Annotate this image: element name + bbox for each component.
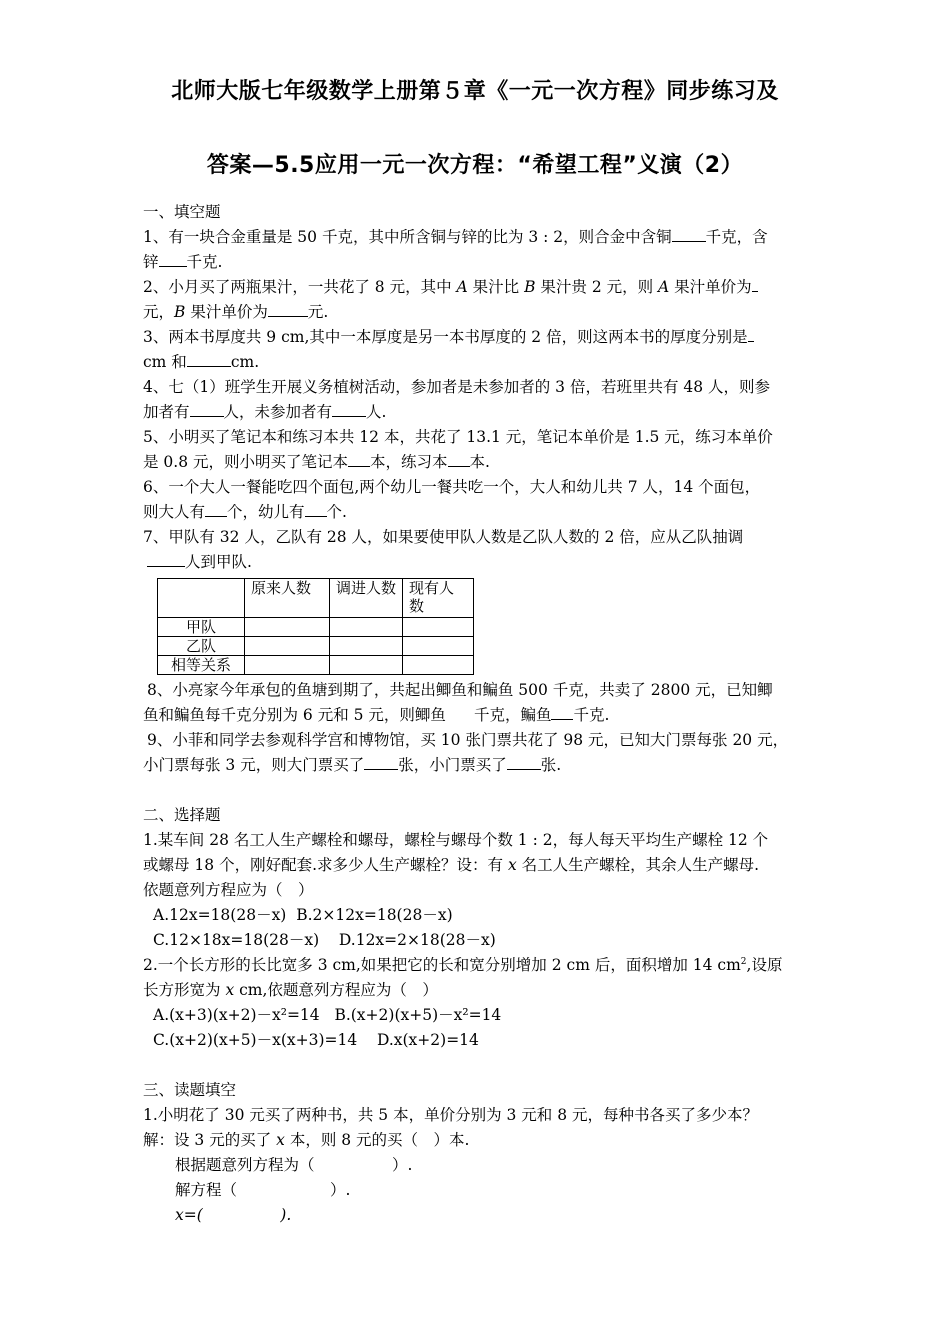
question-1-3: 3、两本书厚度共 9 cm,其中一本厚度是另一本书厚度的 2 倍，则这两本书的厚度分别是 cm 和 cm. xyxy=(143,325,823,375)
title-line-1: 北师大版七年级数学上册第５章《一元一次方程》同步练习及 xyxy=(171,79,779,104)
answer-blank[interactable] xyxy=(364,753,398,770)
table-cell[interactable] xyxy=(245,656,330,675)
table-cell[interactable] xyxy=(330,618,403,637)
table-header: 原来人数 xyxy=(245,579,330,618)
answer-blank[interactable] xyxy=(551,703,573,720)
question-1-7: 7、甲队有 32 人，乙队有 28 人，如果要使甲队人数是乙队人数的 2 倍，应从乙队抽调 人到甲队. xyxy=(143,528,744,571)
answer-blank[interactable] xyxy=(752,275,758,292)
option-d[interactable]: D.x(x+2)=14 xyxy=(376,1031,479,1049)
table-cell[interactable] xyxy=(245,618,330,637)
option-a[interactable]: A.(x+3)(x+2)－x²=14 xyxy=(153,1006,320,1024)
option-d[interactable]: D.12x=2×18(28－x) xyxy=(338,931,496,949)
answer-blank[interactable] xyxy=(507,753,541,770)
option-a[interactable]: A.12x=18(28－x) xyxy=(153,906,287,924)
question-2-1: 1.某车间 28 名工人生产螺栓和螺母，螺栓与螺母个数 1 : 2，每人每天平均生产螺栓 12 个 或螺母 18 个，刚好配套.求多少人生产螺栓？设：有 x 名工人生产螺栓，其余人生产螺母. 依题意列方程应为（ ） A.12x=18(28－x) B.2×12x=18(28－x) C.12×18x=18(28－x) D.12x=2×18(28－x) xyxy=(143,831,769,949)
worksheet-body xyxy=(143,200,823,1228)
table-row-label: 乙队 xyxy=(158,637,245,656)
answer-blank[interactable] xyxy=(187,350,231,367)
option-c[interactable]: C.(x+2)(x+5)－x(x+3)=14 xyxy=(153,1031,358,1049)
option-c[interactable]: C.12×18x=18(28－x) xyxy=(153,931,320,949)
answer-blank[interactable] xyxy=(348,450,370,467)
option-b[interactable]: B.(x+2)(x+5)－x²=14 xyxy=(334,1006,502,1024)
answer-blank[interactable] xyxy=(305,500,327,517)
table-cell[interactable] xyxy=(403,618,474,637)
table-cell[interactable] xyxy=(330,656,403,675)
answer-blank[interactable] xyxy=(748,325,754,342)
question-1-9: 9、小菲和同学去参观科学宫和博物馆，买 10 张门票共花了 98 元，已知大门票每张 20 元， 小门票每张 3 元，则大门票买了 张，小门票买了 张. xyxy=(143,731,789,774)
answer-blank[interactable] xyxy=(448,450,470,467)
table-row-label: 甲队 xyxy=(158,618,245,637)
question-1-2: 2、小月买了两瓶果汁，一共花了 8 元，其中 A 果汁比 B 果汁贵 2 元，则 A 果汁单价为 元，B 果汁单价为 元. xyxy=(143,275,823,325)
section-3-heading: 三、读题填空 xyxy=(143,1081,237,1099)
question-1-6: 6、一个大人一餐能吃四个面包,两个幼儿一餐共吃一个，大人和幼儿共 7 人，14 个面包， 则大人有 个，幼儿有 个. xyxy=(143,478,761,521)
answer-blank[interactable] xyxy=(190,400,224,417)
table-cell[interactable] xyxy=(330,637,403,656)
table-header xyxy=(158,579,245,618)
title-line-2: 答案—5.5应用一元一次方程：“希望工程”义演（2） xyxy=(206,153,744,178)
question-1-8: 8、小亮家今年承包的鱼塘到期了，共起出鲫鱼和鳊鱼 500 千克，共卖了 2800 元，已知鲫 鱼和鳊鱼每千克分别为 6 元和 5 元，则鲫鱼 千克，鳊鱼 千克. xyxy=(143,681,773,724)
question-3-1: 1.小明花了 30 元买了两种书，共 5 本，单价分别为 3 元和 8 元，每种书各买了多少本？ 解：设 3 元的买了 x 本，则 8 元的买（ ）本. 根据题意列方程为（ ）. 解方程（ ）. x=( ). xyxy=(143,1106,759,1224)
question-1-1: 1、有一块合金重量是 50 千克，其中所含铜与锌的比为 3 : 2，则合金中含铜 千克，含 锌 千克. xyxy=(143,225,823,275)
table-cell[interactable] xyxy=(403,637,474,656)
table-header: 调进人数 xyxy=(330,579,403,618)
section-1-heading: 一、填空题 xyxy=(143,203,221,221)
question-2-2: 2.一个长方形的长比宽多 3 cm,如果把它的长和宽分别增加 2 cm 后，面积增加 14 $cm^2$,设原 长方形宽为 x cm,依题意列方程应为（ ） A.(x+3)(x+2)－x²=14 B.(x+2)(x+5)－x²=14 C.(x+2)(x+5)－x(x+3)=14 D.x(x+2)=14 xyxy=(143,956,783,1049)
answer-blank[interactable] xyxy=(672,225,706,242)
table-cell[interactable] xyxy=(403,656,474,675)
table-row-label: 相等关系 xyxy=(158,656,245,675)
answer-blank[interactable] xyxy=(332,400,366,417)
table-header: 现有人数 xyxy=(403,579,474,618)
answer-blank[interactable] xyxy=(268,300,308,317)
question-1-5: 5、小明买了笔记本和练习本共 12 本，共花了 13.1 元，笔记本单价是 1.5 元，练习本单价 是 0.8 元，则小明买了笔记本 本，练习本 本. xyxy=(143,428,773,471)
answer-blank[interactable] xyxy=(147,550,185,567)
answer-blank[interactable] xyxy=(159,250,187,267)
table-cell[interactable] xyxy=(245,637,330,656)
section-2-heading: 二、选择题 xyxy=(143,806,221,824)
option-b[interactable]: B.2×12x=18(28－x) xyxy=(296,906,453,924)
team-table xyxy=(157,578,474,675)
answer-blank[interactable] xyxy=(205,500,227,517)
question-1-4: 4、七（1）班学生开展义务植树活动，参加者是未参加者的 3 倍，若班里共有 48 人，则参 加者有 人，未参加者有 人. xyxy=(143,378,771,421)
